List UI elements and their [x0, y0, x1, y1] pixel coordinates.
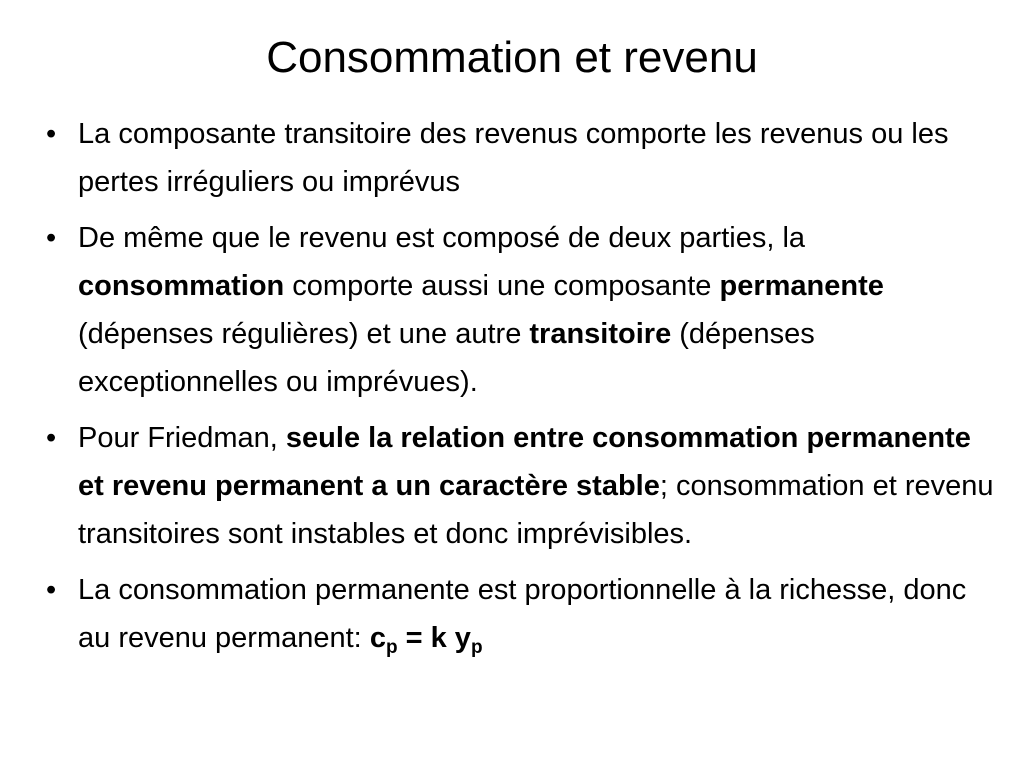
bullet-item-transitory-income — [46, 110, 996, 206]
bullet-text: De même que le revenu est composé de deux parties, la — [78, 222, 806, 254]
bold-term-consommation: consommation — [78, 270, 285, 302]
formula-subscript-p: p — [385, 637, 398, 658]
bullet-text: comporte aussi une composante — [284, 270, 720, 302]
bullet-icon: • — [46, 422, 57, 454]
bullet-text: Pour Friedman, — [78, 422, 286, 454]
bold-statement-stable-relation: seule la relation entre consommation permanente et revenu permanent a un caractère stable — [78, 422, 971, 502]
bullet-text: (dépenses exceptionnelles ou imprévues). — [78, 318, 815, 398]
bullet-text: (dépenses régulières) et une autre — [78, 318, 530, 350]
formula-c: c — [369, 622, 386, 654]
bullet-icon: • — [46, 118, 57, 150]
formula-equals-k-y: = k y — [397, 622, 471, 654]
bold-term-permanente: permanente — [719, 270, 884, 302]
bullet-text: La composante transitoire des revenus comporte les revenus ou les pertes irréguliers ou imprévus — [78, 118, 949, 198]
bullet-text: La consommation permanente est proportionnelle à la richesse, donc au revenu permanent: — [78, 574, 967, 654]
formula-subscript-p: p — [470, 637, 483, 658]
bullet-list — [46, 110, 996, 670]
bullet-item-friedman — [46, 414, 996, 558]
formula — [369, 622, 483, 658]
bullet-item-proportional — [46, 566, 996, 662]
bullet-item-consumption-parts — [46, 214, 996, 406]
slide-title: Consommation et revenu — [266, 33, 758, 82]
bullet-icon: • — [46, 222, 57, 254]
bullet-icon: • — [46, 574, 57, 606]
bullet-text: ; consommation et revenu transitoires sont instables et donc imprévisibles. — [78, 470, 994, 550]
bold-term-transitoire: transitoire — [529, 318, 672, 350]
